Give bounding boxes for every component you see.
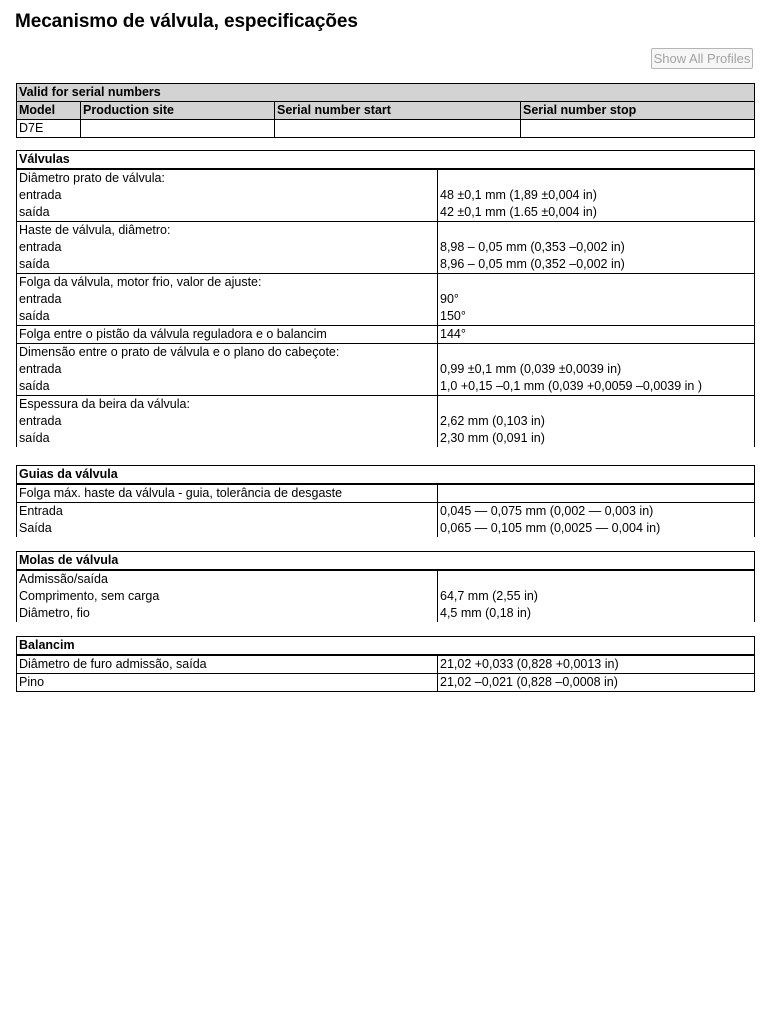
valvulas-table <box>16 150 755 447</box>
spec-label: Haste de válvula, diâmetro: <box>17 222 438 240</box>
spec-value <box>438 274 755 292</box>
spec-label: entrada <box>17 361 438 378</box>
spec-label: saída <box>17 256 438 274</box>
spec-value: 64,7 mm (2,55 in) <box>440 589 538 603</box>
spec-value <box>438 484 755 503</box>
spec-value: 42 ±0,1 mm (1.65 ±0,004 in) <box>440 205 597 219</box>
col-header-serial-start: Serial number start <box>275 102 521 120</box>
col-header-serial-stop: Serial number stop <box>521 102 755 120</box>
serial-numbers-table <box>16 83 755 138</box>
page-title: Mecanismo de válvula, especificações <box>15 11 358 32</box>
col-header-model: Model <box>17 102 81 120</box>
spec-value: 4,5 mm (0,18 in) <box>440 606 532 620</box>
cell-production-site <box>81 120 275 138</box>
spec-value: 2,62 mm (0,103 in) <box>440 414 545 428</box>
section-title: Guias da válvula <box>17 466 755 485</box>
spec-value: 8,96 – 0,05 mm (0,352 –0,002 in) <box>440 257 625 271</box>
spec-label: Diâmetro prato de válvula: <box>17 169 438 187</box>
spec-value: 2,30 mm (0,091 in) <box>440 431 545 445</box>
spec-value: 21,02 +0,033 (0,828 +0,0013 in) <box>438 655 755 674</box>
spec-label: Admissão/saída <box>17 570 438 588</box>
spec-value <box>438 344 755 362</box>
spec-label: Espessura da beira da válvula: <box>17 396 438 414</box>
spec-label: Folga máx. haste da válvula - guia, tolerância de desgaste <box>17 484 438 503</box>
spec-label: Diâmetro, fio <box>17 605 438 622</box>
spec-value <box>438 222 755 240</box>
spec-value <box>438 396 755 414</box>
col-header-production-site: Production site <box>81 102 275 120</box>
spec-value: 150° <box>440 309 466 323</box>
spec-value <box>438 169 755 187</box>
spec-value: 90° <box>440 292 459 306</box>
spec-value: 1,0 +0,15 –0,1 mm (0,039 +0,0059 –0,0039 in ) <box>440 379 702 393</box>
spec-label: entrada <box>17 187 438 204</box>
balancim-table <box>16 636 755 692</box>
serial-caption: Valid for serial numbers <box>17 84 755 102</box>
show-all-profiles-button[interactable]: Show All Profiles <box>651 48 753 69</box>
spec-label: entrada <box>17 239 438 256</box>
section-title: Válvulas <box>17 151 755 170</box>
section-title: Molas de válvula <box>17 552 755 571</box>
spec-value: 144° <box>438 326 755 344</box>
molas-table <box>16 551 755 622</box>
cell-model: D7E <box>17 120 81 138</box>
spec-value: 8,98 – 0,05 mm (0,353 –0,002 in) <box>440 240 625 254</box>
spec-label: Folga da válvula, motor frio, valor de ajuste: <box>17 274 438 292</box>
guias-table <box>16 465 755 537</box>
spec-label: Entrada <box>17 503 438 521</box>
cell-serial-stop <box>521 120 755 138</box>
spec-label: Diâmetro de furo admissão, saída <box>17 655 438 674</box>
spec-label: saída <box>17 430 438 447</box>
spec-value <box>438 570 755 588</box>
cell-serial-start <box>275 120 521 138</box>
spec-label: saída <box>17 204 438 222</box>
spec-label: entrada <box>17 291 438 308</box>
spec-value: 21,02 –0,021 (0,828 –0,0008 in) <box>438 674 755 692</box>
spec-value: 0,045 — 0,075 mm (0,002 — 0,003 in) <box>438 503 755 521</box>
spec-value: 0,99 ±0,1 mm (0,039 ±0,0039 in) <box>440 362 622 376</box>
spec-label: saída <box>17 378 438 396</box>
spec-value: 48 ±0,1 mm (1,89 ±0,004 in) <box>440 188 597 202</box>
section-title: Balancim <box>17 637 755 656</box>
spec-label: Saída <box>17 520 438 537</box>
spec-label: Pino <box>17 674 438 692</box>
spec-label: Dimensão entre o prato de válvula e o plano do cabeçote: <box>17 344 438 362</box>
spec-label: Comprimento, sem carga <box>17 588 438 605</box>
spec-label: entrada <box>17 413 438 430</box>
spec-value: 0,065 — 0,105 mm (0,0025 — 0,004 in) <box>440 521 661 535</box>
spec-label: Folga entre o pistão da válvula reguladora e o balancim <box>17 326 438 344</box>
spec-label: saída <box>17 308 438 326</box>
